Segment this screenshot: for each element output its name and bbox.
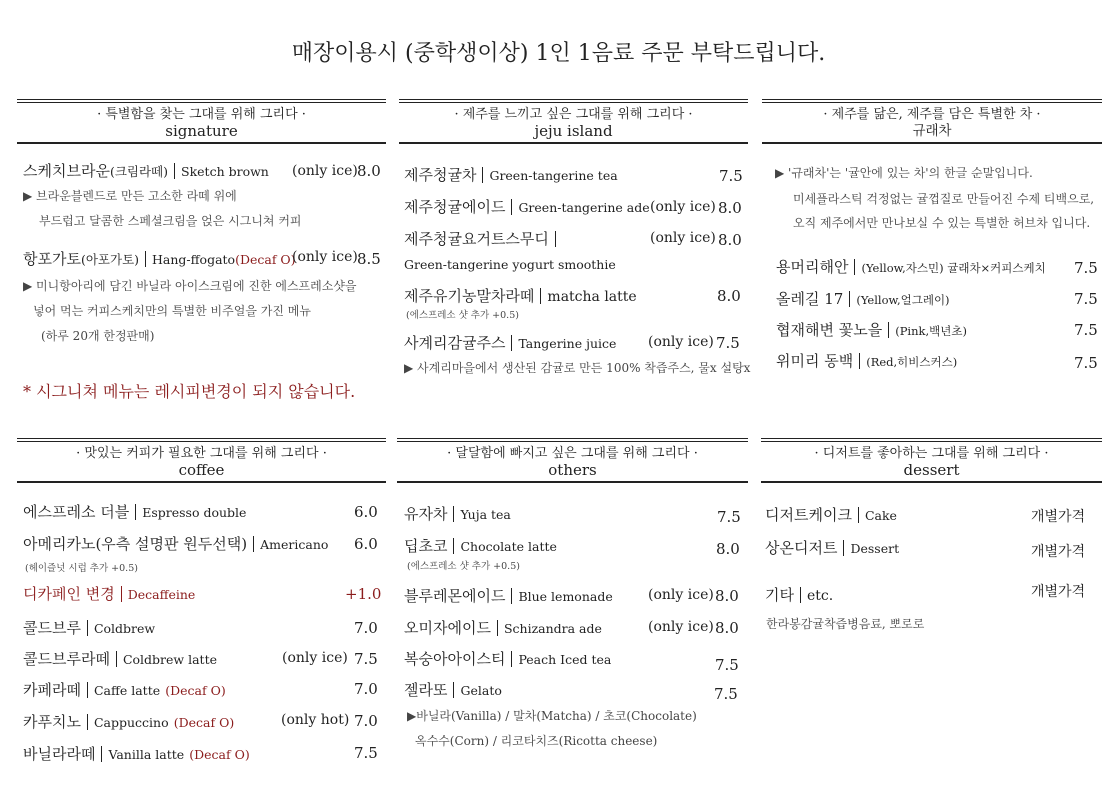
divider bbox=[497, 620, 498, 636]
item-name: 카페라떼 bbox=[23, 681, 81, 699]
item-note: (에스프레소 샷 추가 +0.5) bbox=[407, 561, 520, 572]
section-dessert bbox=[761, 438, 1102, 778]
item-english: Espresso double bbox=[142, 505, 247, 520]
item-price: 8.0 bbox=[357, 162, 381, 180]
menu-item bbox=[23, 533, 386, 554]
menu-item bbox=[776, 350, 1102, 371]
gelato-flavors: 옥수수(Corn) / 리코타치즈(Ricotta cheese) bbox=[415, 734, 658, 748]
header-korean: · 제주를 닮은, 제주를 담은 특별한 차 · bbox=[823, 107, 1041, 122]
section-coffee bbox=[17, 438, 386, 778]
divider bbox=[511, 335, 512, 351]
item-note: (헤이즐넛 시럽 추가 +0.5) bbox=[25, 563, 138, 574]
item-price: 7.5 bbox=[354, 744, 378, 762]
divider bbox=[453, 538, 454, 554]
item-english: matcha latte bbox=[547, 289, 637, 305]
item-option: (only ice) bbox=[292, 163, 358, 179]
item-description: 부드럽고 달콤한 스페셜크림을 얹은 시그니쳐 커피 bbox=[39, 214, 302, 228]
menu-item bbox=[404, 535, 748, 556]
divider bbox=[854, 259, 855, 275]
divider bbox=[87, 620, 88, 636]
decaf-badge: (Decaf O) bbox=[173, 715, 235, 730]
divider bbox=[253, 536, 254, 552]
item-price: 7.5 bbox=[1074, 354, 1098, 372]
item-name: 용머리해안 bbox=[776, 258, 849, 276]
divider bbox=[87, 682, 88, 698]
item-price: 8.0 bbox=[718, 231, 742, 249]
item-english: Yuja tea bbox=[460, 507, 511, 522]
item-price: 7.5 bbox=[719, 167, 743, 185]
menu-item bbox=[776, 319, 1102, 340]
section-signature bbox=[17, 99, 386, 409]
item-price: 8.0 bbox=[717, 287, 741, 305]
menu-item bbox=[23, 743, 386, 764]
item-name: 항포가토 bbox=[23, 250, 81, 268]
item-description: ▶ 브라운블렌드로 만든 고소한 라떼 위에 bbox=[23, 189, 237, 203]
item-price: 8.0 bbox=[718, 199, 742, 217]
page-title: 매장이용시 (중학생이상) 1인 1음료 주문 부탁드립니다. bbox=[291, 41, 826, 66]
divider bbox=[87, 714, 88, 730]
item-alias: (아포가토) bbox=[80, 252, 140, 267]
menu-item bbox=[776, 256, 1102, 277]
item-price: 7.0 bbox=[354, 712, 378, 730]
divider bbox=[843, 540, 844, 556]
item-name: 사계리감귤주스 bbox=[404, 334, 506, 352]
header-korean: · 맛있는 커피가 필요한 그대를 위해 그리다 · bbox=[76, 446, 327, 461]
item-english: Hang-ffogato bbox=[152, 252, 236, 267]
divider bbox=[511, 588, 512, 604]
item-name: 협재해변 꽃노을 bbox=[776, 321, 883, 339]
item-name: 딥초코 bbox=[404, 537, 448, 555]
divider bbox=[859, 353, 860, 369]
item-english: etc. bbox=[806, 588, 834, 604]
item-name: 콜드브루 bbox=[23, 619, 81, 637]
divider bbox=[888, 322, 889, 338]
item-english: Cappuccino bbox=[93, 715, 169, 730]
header-korean: · 디저트를 좋아하는 그대를 위해 그리다 · bbox=[814, 446, 1049, 461]
menu-item bbox=[404, 164, 748, 185]
item-alias: (크림라떼) bbox=[109, 164, 169, 179]
item-name: 스케치브라운 bbox=[23, 162, 110, 180]
divider bbox=[482, 167, 483, 183]
item-description: 넣어 먹는 커피스케치만의 특별한 비주얼을 가진 메뉴 bbox=[33, 304, 311, 318]
item-description: ▶ 사계리마을에서 생산된 감귤로 만든 100% 착즙주스, 물x 설탕x bbox=[404, 361, 751, 375]
section-tea bbox=[762, 99, 1102, 409]
section-others bbox=[397, 438, 748, 778]
item-price: 6.0 bbox=[354, 535, 378, 553]
divider bbox=[453, 506, 454, 522]
item-english: Vanilla latte bbox=[108, 747, 185, 762]
header-korean: · 특별함을 찾는 그대를 위해 그리다 · bbox=[97, 107, 306, 122]
tea-description: 오직 제주에서만 만나보실 수 있는 특별한 허브차 입니다. bbox=[793, 216, 1091, 230]
item-english: Caffe latte bbox=[93, 683, 161, 698]
item-english: Sketch brown bbox=[181, 164, 269, 179]
menu-item bbox=[404, 648, 748, 669]
item-price: 7.5 bbox=[1074, 290, 1098, 308]
divider bbox=[116, 651, 117, 667]
item-english: Americano bbox=[260, 537, 329, 552]
item-price: 개별가격 bbox=[1031, 584, 1086, 600]
section-header bbox=[17, 99, 386, 144]
item-description: ▶ 미니항아리에 담긴 바닐라 아이스크림에 진한 에스프레소샷을 bbox=[23, 279, 357, 293]
header-english: signature bbox=[165, 122, 238, 140]
item-detail: (Yellow,얼그레이) bbox=[856, 293, 950, 307]
item-english: Peach Iced tea bbox=[518, 652, 612, 667]
divider bbox=[511, 651, 512, 667]
item-name: 제주청귤요거트스무디 bbox=[404, 230, 549, 248]
section-header bbox=[762, 99, 1102, 144]
item-note: (에스프레소 샷 추가 +0.5) bbox=[406, 310, 519, 321]
item-price: 6.0 bbox=[354, 503, 378, 521]
item-price: 7.0 bbox=[354, 680, 378, 698]
item-english: Green-tangerine tea bbox=[489, 168, 618, 183]
item-name: 디카페인 변경 bbox=[23, 585, 115, 603]
item-price: 7.5 bbox=[715, 656, 739, 674]
divider bbox=[453, 682, 454, 698]
item-option: (only ice) bbox=[648, 587, 714, 603]
item-name: 블루레몬에이드 bbox=[404, 587, 506, 605]
item-english: Cake bbox=[864, 508, 897, 523]
item-name: 유자차 bbox=[404, 505, 448, 523]
item-detail: (Pink,백년초) bbox=[895, 324, 967, 338]
item-name: 카푸치노 bbox=[23, 713, 81, 731]
divider bbox=[849, 291, 850, 307]
item-note: 한라봉감귤착즙병음료, 뽀로로 bbox=[766, 617, 925, 631]
item-price: 개별가격 bbox=[1031, 509, 1086, 525]
item-english: Schizandra ade bbox=[503, 621, 602, 636]
item-option: (only ice) bbox=[650, 230, 716, 246]
signature-warning: * 시그니쳐 메뉴는 레시피변경이 되지 않습니다. bbox=[23, 382, 356, 401]
item-detail: (Red,히비스커스) bbox=[866, 355, 958, 369]
item-option: (only ice) bbox=[648, 619, 714, 635]
header-korean: · 제주를 느끼고 싶은 그대를 위해 그리다 · bbox=[454, 107, 693, 122]
menu-item bbox=[23, 501, 386, 522]
header-english: jeju island bbox=[534, 122, 613, 140]
item-english: Blue lemonade bbox=[518, 589, 613, 604]
menu-item bbox=[23, 583, 386, 604]
item-name: 위미리 동백 bbox=[776, 352, 854, 370]
divider bbox=[145, 251, 146, 267]
item-price: 7.5 bbox=[1074, 321, 1098, 339]
header-english: coffee bbox=[178, 461, 225, 479]
item-name: 올레길 17 bbox=[776, 290, 844, 308]
item-name: 제주청귤에이드 bbox=[404, 198, 506, 216]
item-price: 7.5 bbox=[1074, 259, 1098, 277]
item-name: 상온디저트 bbox=[765, 539, 838, 557]
decaf-badge: (Decaf O) bbox=[235, 252, 296, 267]
item-name: 복숭아아이스티 bbox=[404, 650, 506, 668]
item-name: 바닐라라떼 bbox=[23, 745, 96, 763]
menu-item bbox=[404, 503, 748, 524]
item-price: 8.5 bbox=[357, 250, 381, 268]
section-header bbox=[399, 99, 748, 144]
item-english: Coldbrew latte bbox=[122, 652, 217, 667]
header-english: 규래차 bbox=[912, 123, 952, 139]
divider bbox=[540, 288, 541, 304]
divider bbox=[101, 746, 102, 762]
gelato-flavors: ▶바닐라(Vanilla) / 말차(Matcha) / 초코(Chocolate) bbox=[407, 709, 697, 723]
item-price: 7.5 bbox=[717, 508, 741, 526]
menu-item bbox=[23, 679, 386, 700]
divider bbox=[511, 199, 512, 215]
item-name: 디저트케이크 bbox=[765, 506, 852, 524]
item-name: 콜드브루라떼 bbox=[23, 650, 110, 668]
item-option: (only ice) bbox=[282, 650, 348, 666]
item-english: Green-tangerine yogurt smoothie bbox=[404, 257, 616, 272]
tea-description: 미세플라스틱 걱정없는 귤껍질로 만들어진 수제 티백으로, bbox=[793, 192, 1095, 206]
item-price: 8.0 bbox=[716, 540, 740, 558]
menu-item bbox=[404, 679, 748, 700]
section-header bbox=[397, 438, 748, 483]
item-name: 오미자에이드 bbox=[404, 619, 491, 637]
item-option: (only ice) bbox=[650, 199, 716, 215]
menu-item bbox=[776, 288, 1102, 309]
divider bbox=[135, 504, 136, 520]
section-header bbox=[761, 438, 1102, 483]
divider bbox=[174, 163, 175, 179]
item-option: (only ice) bbox=[292, 249, 358, 265]
item-english: Green-tangerine ade bbox=[518, 200, 650, 215]
item-option: (only ice) bbox=[648, 334, 714, 350]
item-price: 7.5 bbox=[354, 650, 378, 668]
item-price: 7.5 bbox=[714, 685, 738, 703]
header-english: dessert bbox=[903, 461, 960, 479]
item-english: Tangerine juice bbox=[518, 336, 617, 351]
item-english: Gelato bbox=[460, 683, 502, 698]
item-detail: (Yellow,자스민) 귤래차×커피스케치 bbox=[861, 261, 1046, 275]
item-price: 8.0 bbox=[715, 587, 739, 605]
divider bbox=[800, 587, 801, 603]
item-price: 7.0 bbox=[354, 619, 378, 637]
item-name: 에스프레소 더블 bbox=[23, 503, 130, 521]
divider bbox=[555, 231, 556, 247]
menu-item bbox=[23, 617, 386, 638]
item-name: 기타 bbox=[765, 586, 794, 604]
item-name: 제주유기농말차라떼 bbox=[404, 287, 535, 305]
section-jeju bbox=[399, 99, 751, 409]
item-name: 제주청귤차 bbox=[404, 166, 477, 184]
item-price: 개별가격 bbox=[1031, 544, 1086, 560]
item-price: 7.5 bbox=[716, 334, 740, 352]
item-english: Chocolate latte bbox=[460, 539, 557, 554]
header-english: others bbox=[548, 461, 597, 479]
item-name: 젤라또 bbox=[404, 681, 448, 699]
item-price: +1.0 bbox=[345, 585, 382, 603]
item-description: (하루 20개 한정판매) bbox=[41, 329, 155, 343]
item-price: 8.0 bbox=[715, 619, 739, 637]
divider bbox=[121, 586, 122, 602]
menu-item bbox=[404, 285, 748, 306]
section-header bbox=[17, 438, 386, 483]
item-english: Dessert bbox=[850, 541, 900, 556]
item-option: (only hot) bbox=[281, 712, 350, 728]
decaf-badge: (Decaf O) bbox=[165, 683, 226, 698]
decaf-badge: (Decaf O) bbox=[189, 747, 250, 762]
tea-description: ▶ '규래차'는 '귤안에 있는 차'의 한글 순말입니다. bbox=[775, 166, 1033, 180]
item-english: Coldbrew bbox=[93, 621, 156, 636]
divider bbox=[858, 507, 859, 523]
header-korean: · 달달함에 빠지고 싶은 그대를 위해 그리다 · bbox=[447, 446, 698, 461]
item-name: 아메리카노(우측 설명판 원두선택) bbox=[23, 535, 248, 553]
item-english: Decaffeine bbox=[127, 587, 196, 602]
